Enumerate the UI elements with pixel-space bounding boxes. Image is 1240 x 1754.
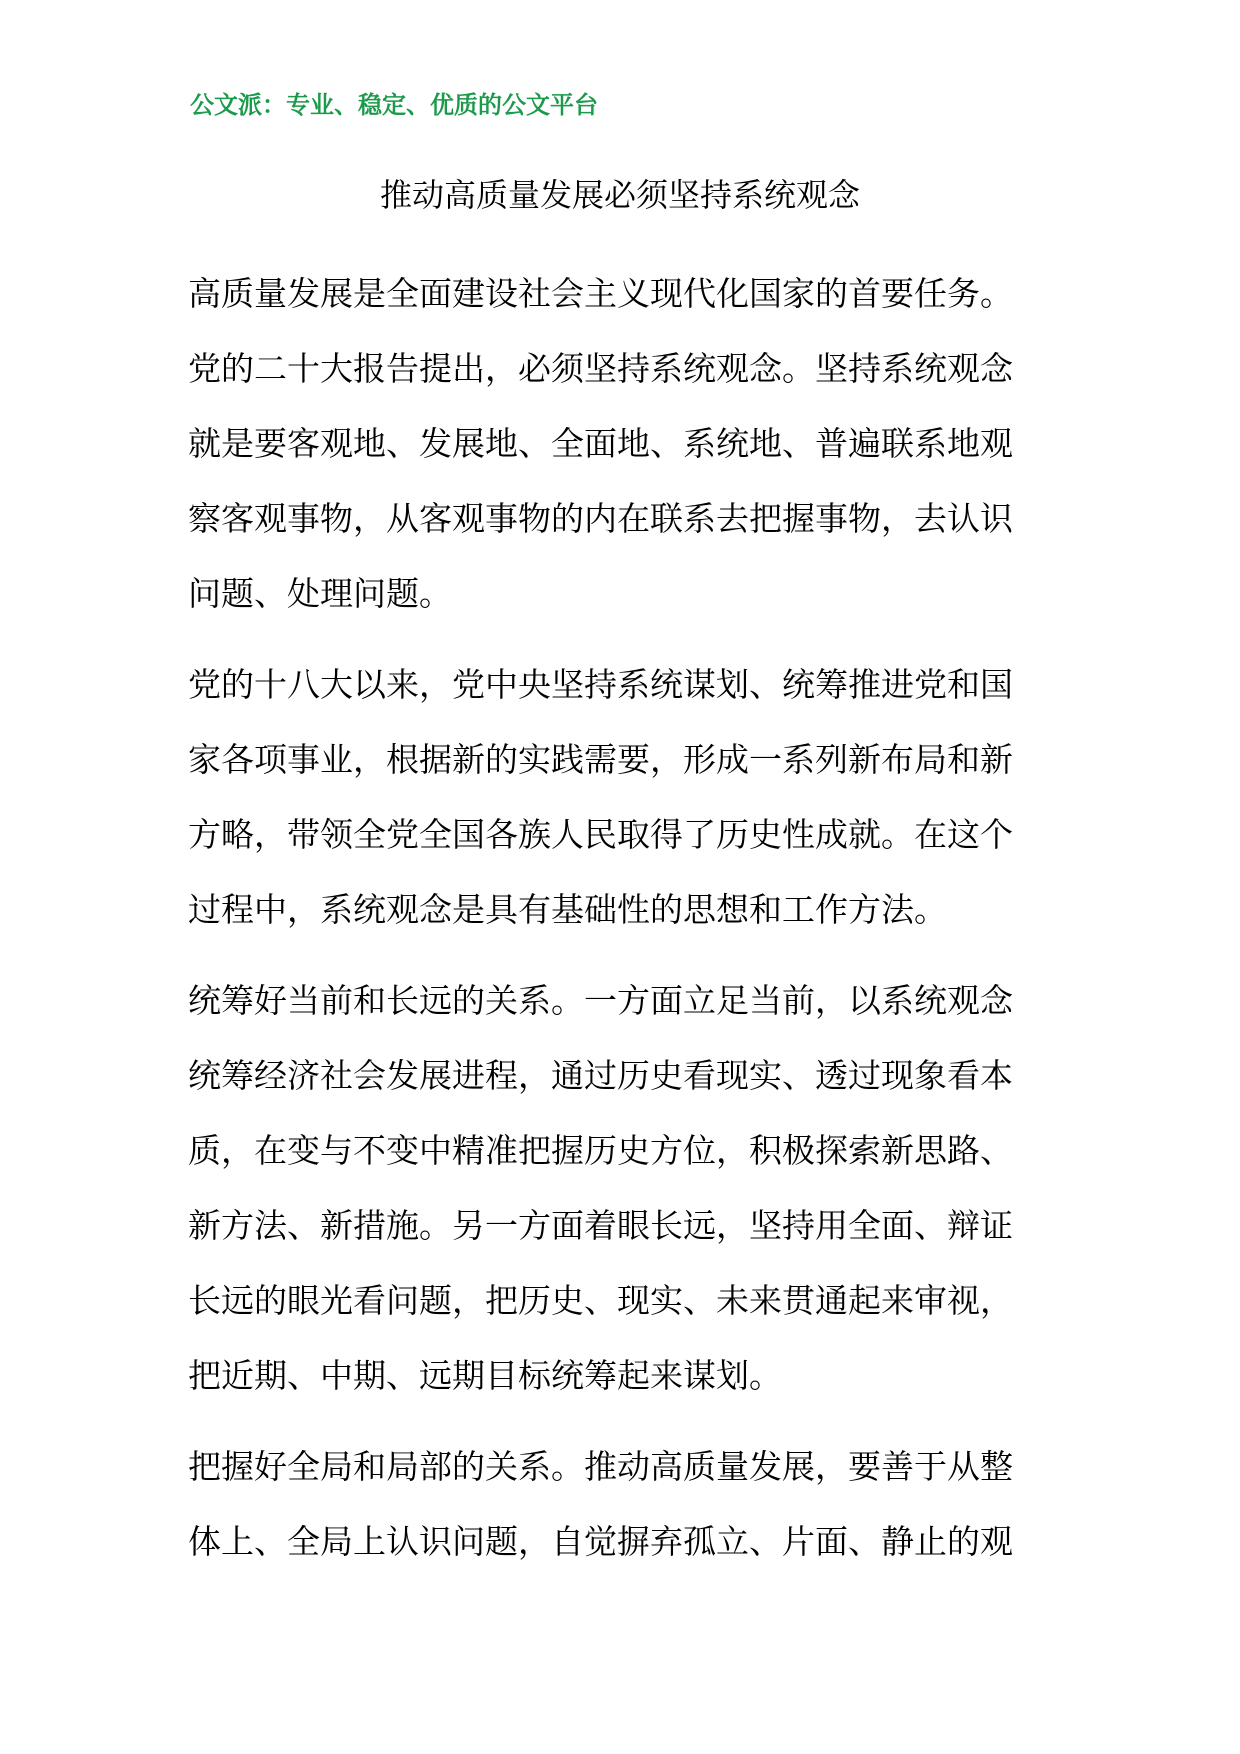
text-line: 党的二十大报告提出，必须坚持系统观念。坚持系统观念 bbox=[188, 349, 1013, 388]
text-line: 党的十八大以来，党中央坚持系统谋划、统筹推进党和国 bbox=[188, 665, 1013, 704]
paragraph-3 bbox=[188, 971, 1013, 1421]
header-brand: 公文派：专业、稳定、优质的公文平台 bbox=[190, 91, 598, 119]
paragraph-4 bbox=[188, 1437, 1013, 1587]
text-line: 过程中，系统观念是具有基础性的思想和工作方法。 bbox=[188, 890, 947, 929]
document-title: 推动高质量发展必须坚持系统观念 bbox=[379, 176, 860, 214]
document-body bbox=[188, 264, 1013, 1603]
paragraph-1 bbox=[188, 264, 1013, 639]
text-line: 察客观事物，从客观事物的内在联系去把握事物，去认识 bbox=[188, 499, 1013, 538]
text-line: 问题、处理问题。 bbox=[188, 574, 452, 613]
text-line: 高质量发展是全面建设社会主义现代化国家的首要任务。 bbox=[188, 274, 1013, 313]
paragraph-2 bbox=[188, 655, 1013, 955]
text-line: 体上、全局上认识问题，自觉摒弃孤立、片面、静止的观 bbox=[188, 1522, 1013, 1561]
text-line: 把握好全局和局部的关系。推动高质量发展，要善于从整 bbox=[188, 1447, 1013, 1486]
text-line: 家各项事业，根据新的实践需要，形成一系列新布局和新 bbox=[188, 740, 1013, 779]
text-line: 统筹经济社会发展进程，通过历史看现实、透过现象看本 bbox=[188, 1056, 1013, 1095]
text-line: 把近期、中期、远期目标统筹起来谋划。 bbox=[188, 1356, 782, 1395]
text-line: 统筹好当前和长远的关系。一方面立足当前，以系统观念 bbox=[188, 981, 1013, 1020]
text-line: 方略，带领全党全国各族人民取得了历史性成就。在这个 bbox=[188, 815, 1013, 854]
text-line: 就是要客观地、发展地、全面地、系统地、普遍联系地观 bbox=[188, 424, 1013, 463]
text-line: 新方法、新措施。另一方面着眼长远，坚持用全面、辩证 bbox=[188, 1206, 1013, 1245]
text-line: 质，在变与不变中精准把握历史方位，积极探索新思路、 bbox=[188, 1131, 1013, 1170]
text-line: 长远的眼光看问题，把历史、现实、未来贯通起来审视， bbox=[188, 1281, 1013, 1320]
